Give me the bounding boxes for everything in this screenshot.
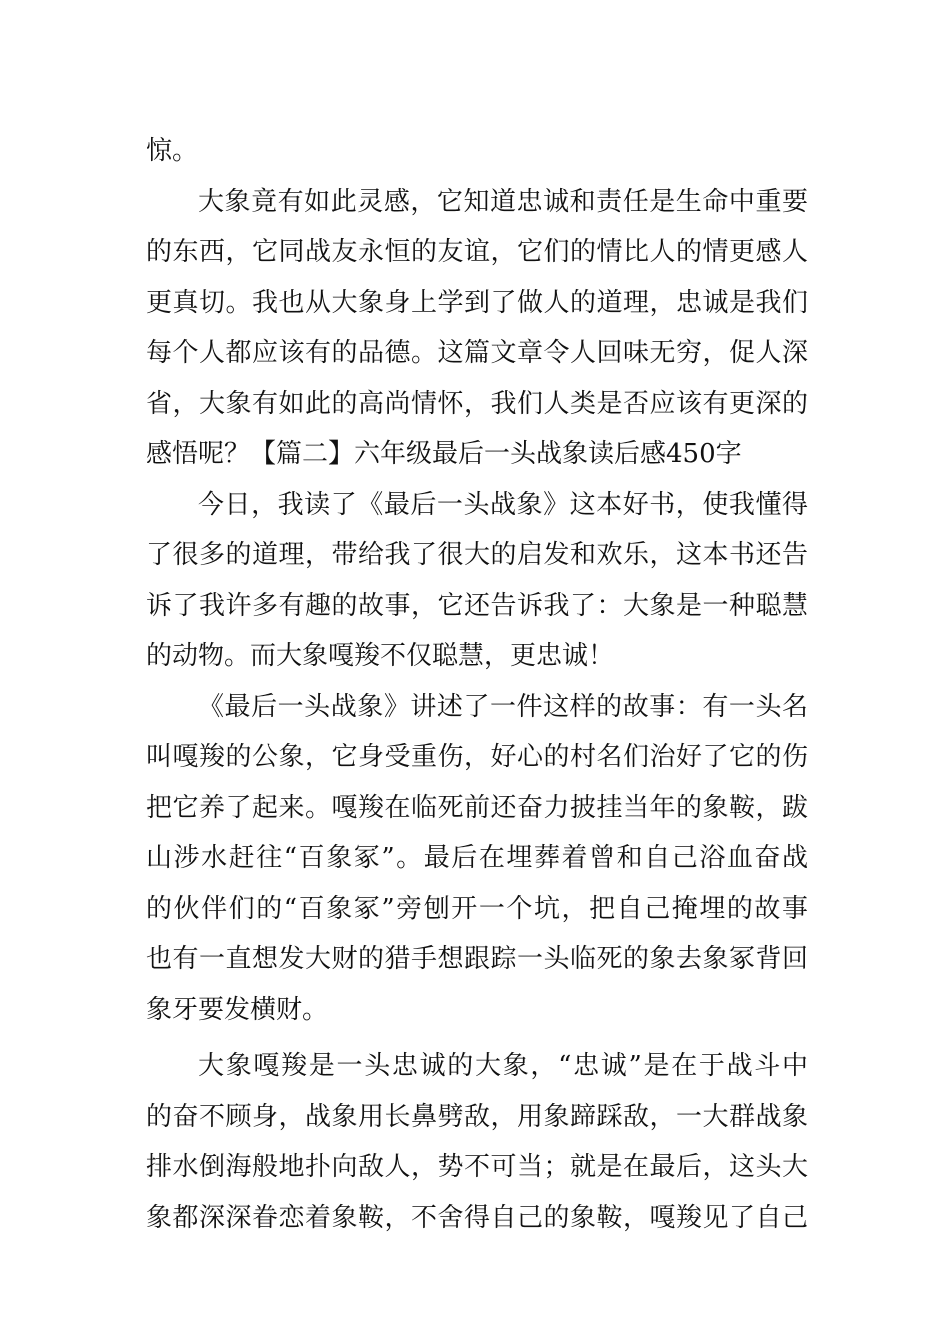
text-line: 诉了我许多有趣的故事，它还告诉我了：大象是一种聪慧 [146, 590, 808, 621]
text-line: 今日，我读了《最后一头战象》这本好书，使我懂得 [198, 489, 808, 520]
text-line: 也有一直想发大财的猎手想跟踪一头临死的象去象冢背回 [146, 944, 808, 974]
text-line: 叫嘎羧的公象，它身受重伤，好心的村名们治好了它的伤 [146, 742, 808, 772]
paragraph-3 [146, 480, 808, 682]
text-line: 排水倒海般地扑向敌人，势不可当；就是在最后，这头大 [146, 1152, 808, 1182]
text-line: 的奋不顾身，战象用长鼻劈敌，用象蹄踩敌，一大群战象 [146, 1101, 808, 1132]
paragraph-5 [146, 1041, 808, 1243]
text-line: 大象竟有如此灵感，它知道忠诚和责任是生命中重要 [198, 186, 808, 217]
text-line: 感悟呢？【篇二】六年级最后一头战象读后感450字 [146, 439, 742, 469]
text-line: 象都深深眷恋着象鞍，不舍得自己的象鞍，嘎羧见了自己 [146, 1202, 808, 1233]
paragraph-1 [146, 126, 808, 177]
text-line: 把它养了起来。嘎羧在临死前还奋力披挂当年的象鞍，跋 [146, 792, 808, 823]
text-line: 惊。 [146, 136, 199, 166]
text-line: 象牙要发横财。 [146, 994, 329, 1025]
text-line: 省，大象有如此的高尚情怀，我们人类是否应该有更深的 [146, 388, 808, 419]
text-line: 大象嘎羧是一头忠诚的大象，“忠诚”是在于战斗中 [198, 1051, 808, 1081]
text-line: 的东西，它同战友永恒的友谊，它们的情比人的情更感人 [146, 237, 808, 267]
text-line: 每个人都应该有的品德。这篇文章令人回味无穷，促人深 [146, 338, 808, 368]
document-body [146, 126, 808, 1243]
text-line: 更真切。我也从大象身上学到了做人的道理，忠诚是我们 [146, 287, 808, 318]
text-line: 了很多的道理，带给我了很大的启发和欢乐，这本书还告 [146, 540, 808, 570]
text-line: 的伙伴们的“百象冢”旁刨开一个坑，把自己掩埋的故事 [146, 893, 808, 924]
text-line: 的动物。而大象嘎羧不仅聪慧，更忠诚！ [146, 641, 615, 671]
text-line: 山涉水赶往“百象冢”。最后在埋葬着曾和自己浴血奋战 [146, 843, 808, 873]
paragraph-2 [146, 177, 808, 480]
paragraph-4 [146, 682, 808, 1036]
text-line: 《最后一头战象》讲述了一件这样的故事：有一头名 [198, 691, 808, 722]
